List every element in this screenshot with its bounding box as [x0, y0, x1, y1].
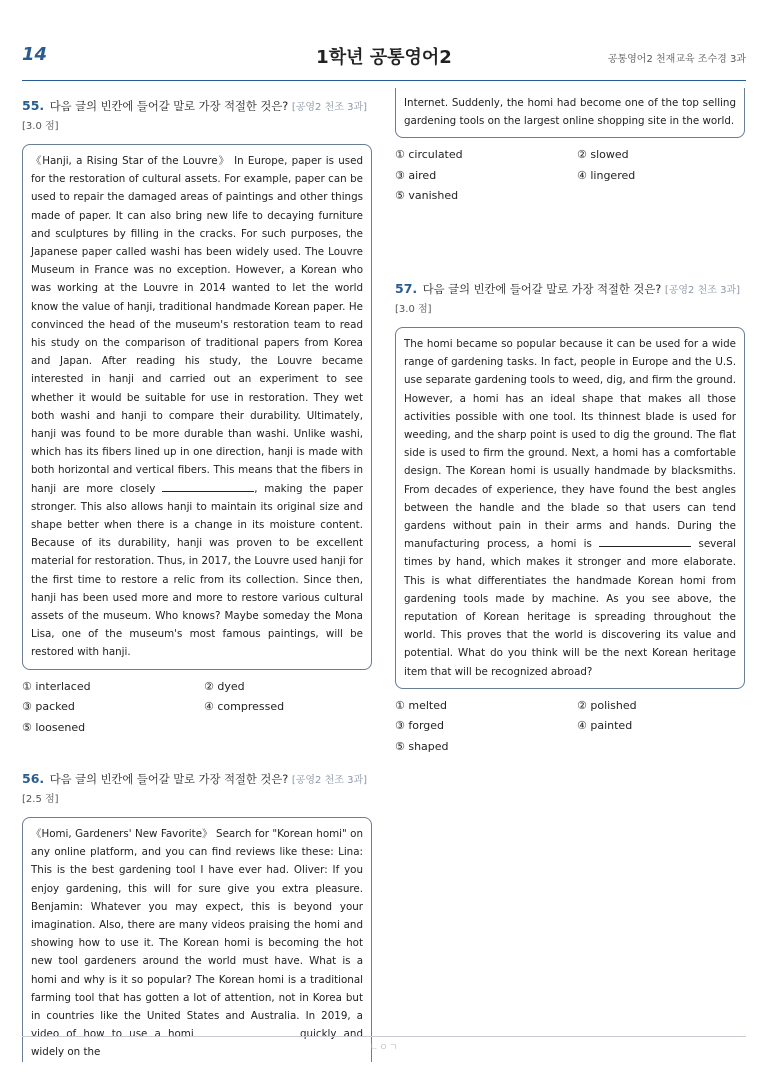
answer-blank — [162, 480, 254, 492]
choice-3[interactable]: ③ forged — [395, 719, 445, 733]
question-points: [2.5 점] — [22, 794, 59, 805]
question-points: [3.0 점] — [395, 304, 432, 315]
page-subtitle: 공통영어2 천재교육 조수경 3과 — [607, 54, 746, 65]
passage-text-after-blank: , making the paper stronger. This also allows hanji to maintain its original size and shape better when there is a change in its moisture content. Because of its durability, hanji was proven to be excellent material for restoration. Thus, in 2017, the Louvre used hanji for the first time to restore a relic from its collection. Since then, hanji has been used more and more to restore various cultural assets of the museum. Who knows? Maybe someday the Mona Lisa, one of the museum's most famous paintings, will be restored with hanji. — [31, 482, 364, 659]
question-57-passage — [395, 327, 745, 689]
question-56-continued — [395, 88, 745, 205]
question-55 — [22, 97, 372, 736]
question-56-passage — [22, 817, 372, 1062]
question-57-header — [395, 280, 745, 319]
question-55-choices — [22, 678, 372, 737]
page-title: 1학년 공통영어2 — [316, 47, 452, 68]
choice-1[interactable]: ① circulated — [395, 148, 463, 162]
question-56-choices — [395, 146, 745, 205]
question-source: [공영2 천조 3과] — [291, 775, 368, 786]
question-56-header — [22, 770, 372, 809]
question-prompt: 다음 글의 빈칸에 들어갈 말로 가장 적절한 것은? — [422, 283, 662, 296]
page-number: 14 — [22, 44, 48, 65]
header-divider — [22, 80, 746, 81]
question-source: [공영2 천조 3과] — [291, 102, 368, 113]
passage-text-before-blank: 《Homi, Gardeners' New Favorite》 Search for "Korean homi" on any online platform, and you can find reviews like these: Lina: This is the best gardening tool I have ever had. Oliver: If you enjoy gardening, this will for sure give you extra pleasure. Benjamin: Whatever you may expect, this is beyond your imagination. Also, there are many videos praising the homi and showing how to use it. The Korean homi is becoming the hot new tool gardeners around the world must have. What is a homi and why is it so popular? The Korean homi is a traditional farming tool that has gotten a lot of attention, not in Korea but in countries like the United States and Australia. In 2019, a video of how to use a homi — [31, 828, 363, 1041]
question-55-passage — [22, 144, 372, 670]
choice-4[interactable]: ④ compressed — [204, 700, 285, 714]
question-57 — [395, 280, 745, 755]
choice-5[interactable]: ⑤ vanished — [395, 189, 459, 203]
passage-text-after-blank: several times by hand, which makes it stronger and more elaborate. This is what differentiates the handmade Korean homi from gardening tools made by machine. As you see above, the reputation of Korean heritage is spreading throughout the world. This proves that the world is discovering its value and potential. What do you think will be the next Korean heritage item that will be recognized abroad? — [404, 538, 736, 678]
question-number: 56. — [22, 771, 45, 786]
choice-2[interactable]: ② dyed — [204, 679, 245, 693]
question-57-choices — [395, 697, 745, 756]
passage-text-after-blank: quickly and widely on the — [31, 1028, 363, 1059]
choice-5[interactable]: ⑤ loosened — [22, 720, 86, 734]
choice-3[interactable]: ③ aired — [395, 168, 437, 182]
question-source: [공영2 천조 3과] — [664, 285, 741, 296]
footer-mark: ㄴㅇㄱ — [369, 1043, 399, 1053]
choice-2[interactable]: ② slowed — [577, 148, 629, 162]
choice-1[interactable]: ① interlaced — [22, 679, 91, 693]
question-prompt: 다음 글의 빈칸에 들어갈 말로 가장 적절한 것은? — [49, 100, 289, 113]
choice-2[interactable]: ② polished — [577, 698, 637, 712]
question-55-header — [22, 97, 372, 136]
choice-1[interactable]: ① melted — [395, 698, 447, 712]
answer-blank — [599, 535, 691, 547]
choice-5[interactable]: ⑤ shaped — [395, 739, 449, 753]
question-56 — [22, 770, 372, 1062]
choice-4[interactable]: ④ lingered — [577, 168, 636, 182]
question-points: [3.0 점] — [22, 121, 59, 132]
choice-3[interactable]: ③ packed — [22, 700, 75, 714]
passage-text-continued: Internet. Suddenly, the homi had become one of the top selling gardening tools on the largest online shopping site in the world. — [404, 97, 736, 128]
passage-text-before-blank: The homi became so popular because it can be used for a wide range of gardening tasks. In fact, people in Europe and the U.S. use separate gardening tools to weed, dig, and firm the ground. However, a homi has an ideal shape that makes all those activities possible with one tool. Its thinnest blade is used for weeding, and the sharp point is used to dig the ground. The flat side is used to firm the ground. Next, a homi has a comfortable design. The Korean homi is usually handmade by blacksmiths. From decades of experience, they have found the best angles between the handle and the blade so that users can tend gardens without pain in their arms and hands. During the manufacturing process, a homi is — [404, 338, 736, 551]
question-number: 57. — [395, 281, 418, 296]
question-56-passage-continued — [395, 88, 745, 138]
page-header — [22, 40, 746, 74]
choice-4[interactable]: ④ painted — [577, 719, 633, 733]
passage-text-before-blank: 《Hanji, a Rising Star of the Louvre》 In Europe, paper is used for the restoration of cultural assets. For example, paper can be used to repair the damaged areas of paintings and other things made of paper. It can also bring new life to decaying furniture and sculptures by filling in the cracks. For such purposes, the Japanese paper called washi has been widely used. The Louvre Museum in France was no exception. However, a Korean who was working at the Louvre in 2014 wanted to let the world know the value of hanji, traditional handmade Korean paper. He convinced the head of the museum's restoration team to read his study on the comparison of traditional papers from Korea and Japan. After reading his study, the Louvre became interested in hanji and carried out an experiment to see whether it would be suitable for use in restoration. They wet both washi and hanji to compare their durability. Ultimately, hanji was found to be more durable than washi. Unlike washi, which has its fibers lined up in one direction, hanji is made with both horizontal and vertical fibers. This means that the fibers in hanji are more closely — [31, 155, 363, 495]
question-number: 55. — [22, 98, 45, 113]
footer-divider — [22, 1036, 746, 1037]
question-prompt: 다음 글의 빈칸에 들어갈 말로 가장 적절한 것은? — [49, 773, 289, 786]
